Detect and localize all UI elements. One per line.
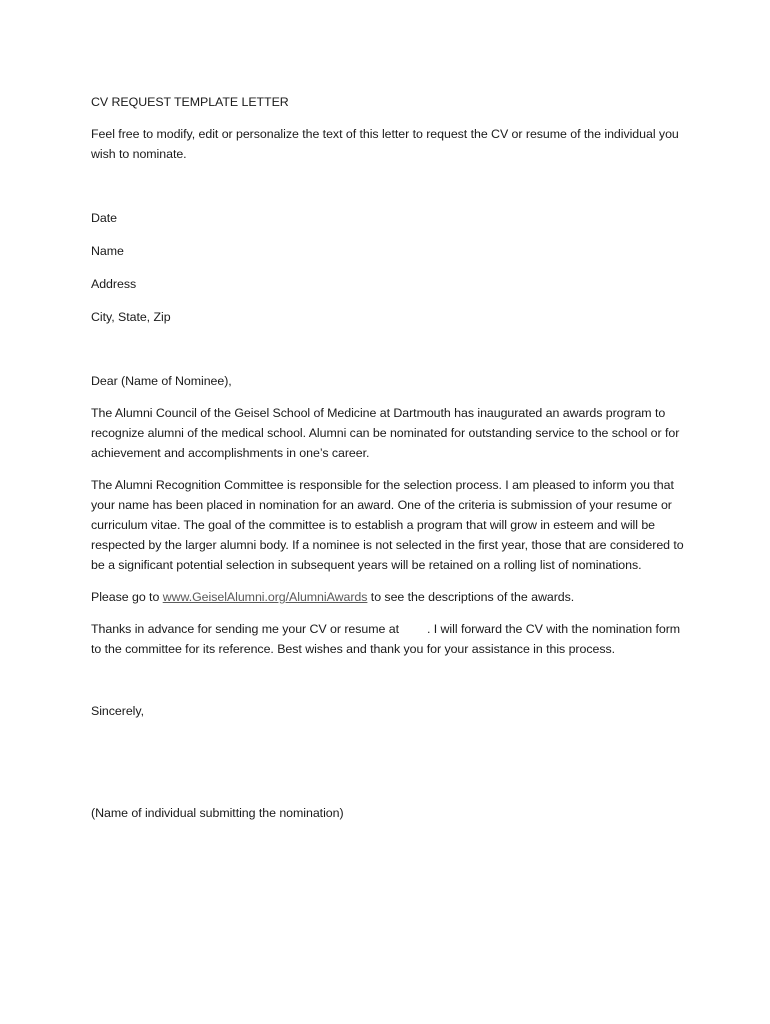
signature-line: (Name of individual submitting the nomination) bbox=[91, 806, 344, 820]
paragraph-awards-program: The Alumni Council of the Geisel School of Medicine at Dartmouth has inaugurated an awards program to recognize alumni of the medical school. Alumni can be nominated for outstanding service to the school or for achievement and accomplishments in one’s career. bbox=[91, 406, 680, 460]
paragraph-selection-process: The Alumni Recognition Committee is responsible for the selection process. I am pleased to inform you that your name has been placed in nomination for an award. One of the criteria is submission of your resume or curriculum vitae. The goal of the committee is to establish a program that will grow in esteem and will be respected by the larger alumni body. If a nominee is not selected in the first year, those that are considered to be a significant potential selection in subsequent years will be retained on a rolling list of nominations. bbox=[91, 478, 684, 572]
letter-body bbox=[91, 92, 691, 823]
intro-paragraph: Feel free to modify, edit or personalize the text of this letter to request the CV or resume of the individual you wish to nominate. bbox=[91, 127, 679, 161]
link-suffix-text: to see the descriptions of the awards. bbox=[367, 590, 575, 604]
salutation: Dear (Name of Nominee), bbox=[91, 374, 232, 388]
paragraph-awards-link bbox=[91, 587, 691, 607]
thanks-suffix-text: . I will forward the CV with the nomination form to the committee for its reference. Best wishes and thank you for your assistance in this process. bbox=[91, 622, 681, 656]
name-line: Name bbox=[91, 244, 124, 258]
link-prefix-text: Please go to bbox=[91, 590, 163, 604]
letter-title: CV REQUEST TEMPLATE LETTER bbox=[91, 95, 289, 109]
closing: Sincerely, bbox=[91, 704, 144, 718]
address-line: Address bbox=[91, 277, 137, 291]
date-line: Date bbox=[91, 211, 117, 225]
alumni-awards-link[interactable]: www.GeiselAlumni.org/AlumniAwards bbox=[162, 590, 368, 604]
city-state-zip-line: City, State, Zip bbox=[91, 310, 171, 324]
thanks-prefix-text: Thanks in advance for sending me your CV or resume at bbox=[91, 622, 399, 636]
paragraph-thanks bbox=[91, 619, 691, 659]
